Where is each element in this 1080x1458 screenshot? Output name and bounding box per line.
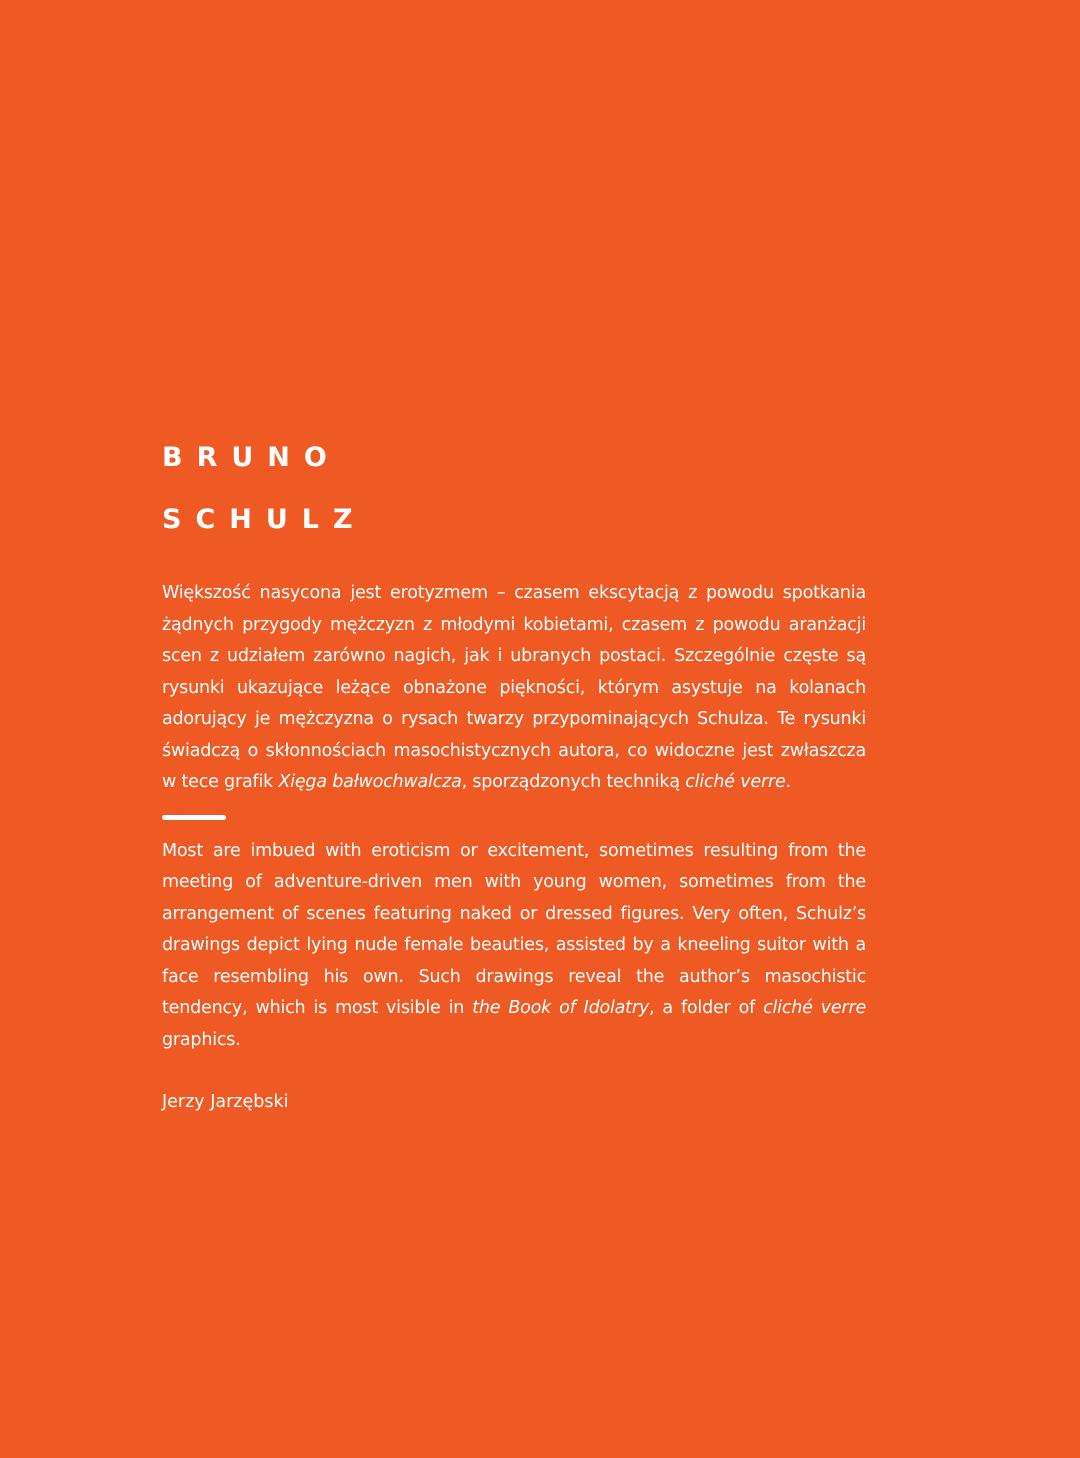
english-text-3: graphics.: [162, 1029, 241, 1050]
english-text-2: , a folder of: [649, 998, 764, 1018]
english-paragraph: [162, 836, 866, 1057]
polish-book-title: Xięga bałwochwalcza: [278, 772, 462, 792]
author-signature: Jerzy Jarzębski: [162, 1092, 289, 1112]
polish-text-1: Większość nasycona jest erotyzmem – czasem ekscytacją z powodu spotkania żądnych przygody mężczyzn z młodymi kobietami, czasem z powodu aranżacji scen z udziałem zarówno nagich, jak i ubranych postaci. Szczególnie częste są rysunki ukazujące leżące obnażone piękności, którym asystuje na kolanach adorujący je mężczyzna o rysach twarzy przypominających Schulza. Te rysunki świadczą o skłonnościach masochistycznych autora, co widoczne jest zwłaszcza w tece grafik: [162, 583, 866, 792]
english-text-1: Most are imbued with eroticism or excitement, sometimes resulting from the meeting of adventure-driven men with young women, sometimes from the arrangement of scenes featuring naked or dressed figures. Very often, Schulz’s drawings depict lying nude female beauties, assisted by a kneeling suitor with a face resembling his own. Such drawings reveal the author’s masochistic tendency, which is most visible in: [162, 840, 866, 1018]
polish-paragraph: [162, 578, 866, 799]
polish-text-3: .: [785, 772, 791, 792]
polish-technique: cliché verre: [685, 772, 786, 792]
text-block: [162, 440, 866, 1119]
divider: [162, 815, 226, 820]
title-first-name: BRUNO: [162, 442, 341, 473]
english-technique: cliché verre: [763, 998, 867, 1018]
english-book-title: the Book of Idolatry: [472, 998, 649, 1018]
polish-text-2: , sporządzonych techniką: [461, 772, 686, 792]
title-last-name: SCHULZ: [162, 504, 367, 535]
